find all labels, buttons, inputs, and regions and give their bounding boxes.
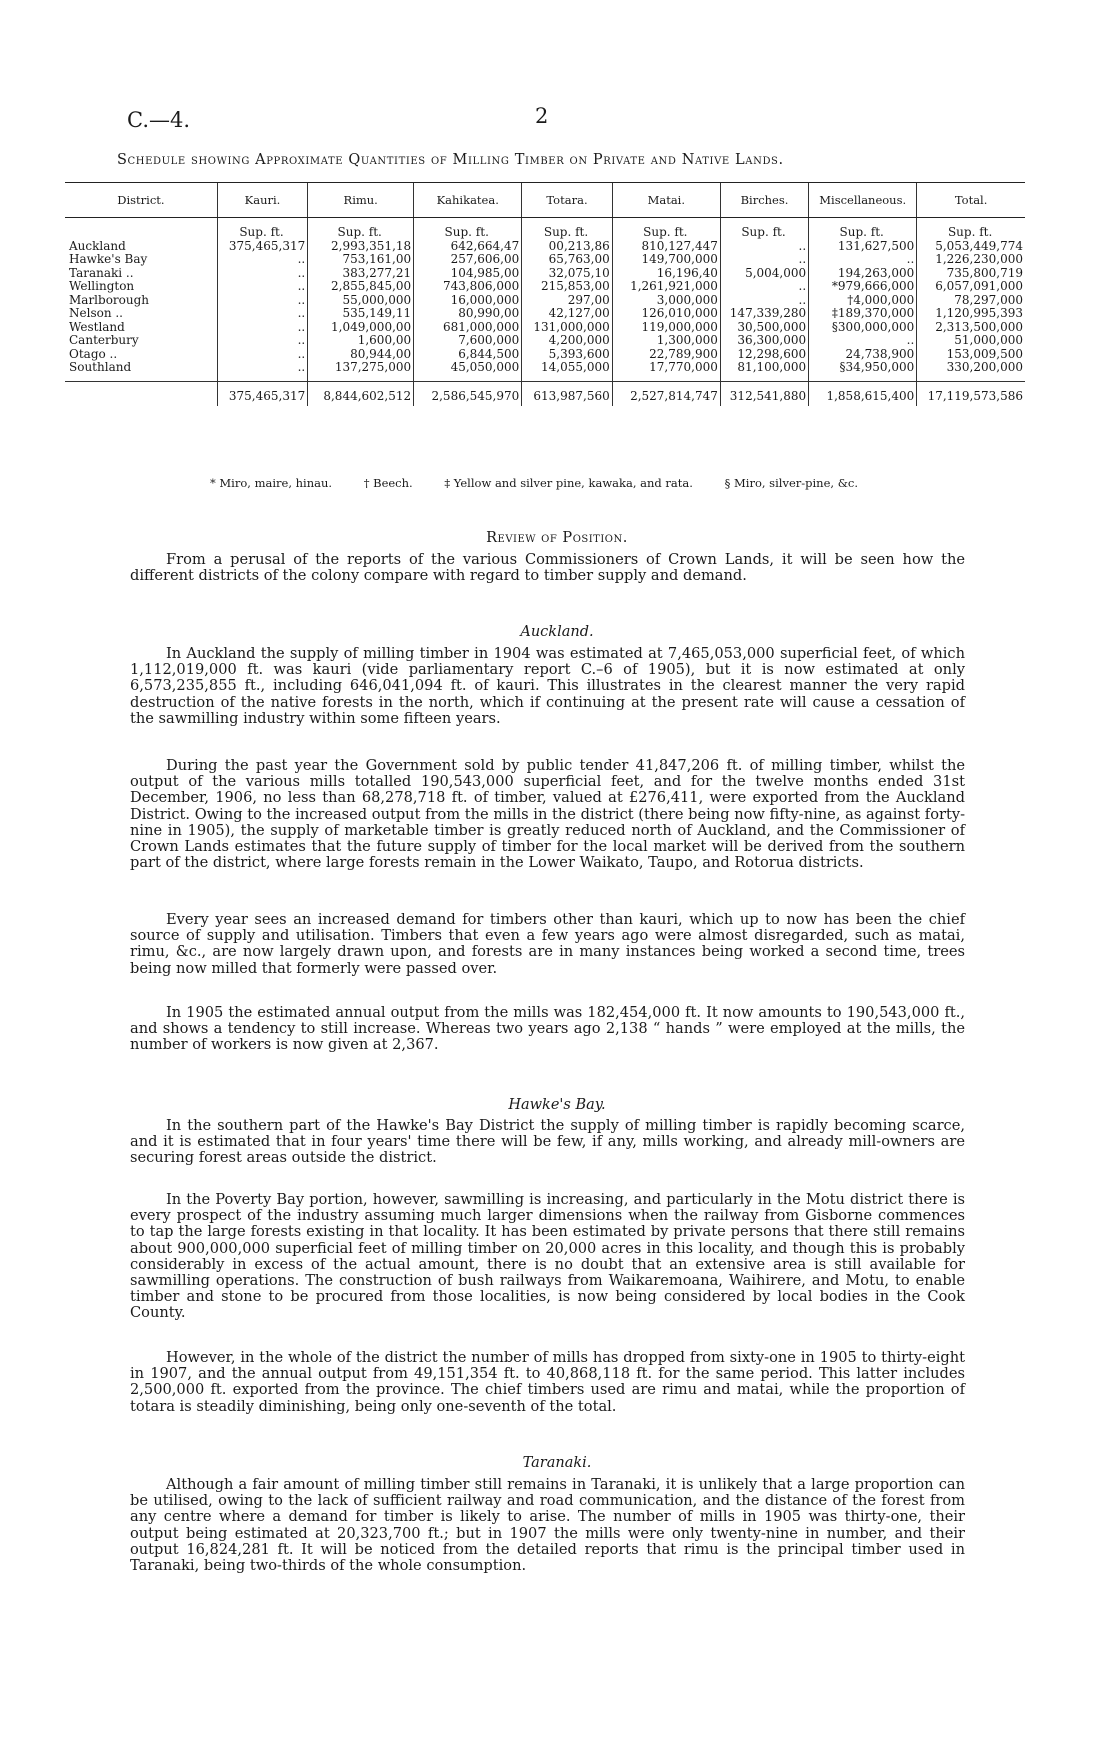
district-name: Southland (69, 360, 132, 375)
table-cell: 5,053,449,774 (917, 240, 1025, 254)
column-header: Matai. (612, 183, 720, 218)
table-cell: 753,161,00 (308, 253, 414, 267)
table-cell: 383,277,21 (308, 267, 414, 281)
table-cell: 131,000,000 (522, 321, 612, 335)
footnote: * Miro, maire, hinau. (210, 476, 333, 490)
footnote: ‡ Yellow and silver pine, kawaka, and rata. (444, 476, 693, 490)
table-cell: 65,763,00 (522, 253, 612, 267)
table-cell: 17,770,000 (612, 361, 720, 375)
auckland-paragraph: In 1905 the estimated annual output from the mills was 182,454,000 ft. It now amounts to 190,543,000 ft., and shows a tendency to still increase. Whereas two years ago 2,138 “ hands ” were employed at the mills, the number of workers is now given at 2,367. (130, 1004, 965, 1054)
table-row (65, 267, 1025, 281)
table-row (65, 321, 1025, 335)
table-cell: 126,010,000 (612, 307, 720, 321)
table-cell: 36,300,000 (720, 334, 808, 348)
column-header: Rimu. (308, 183, 414, 218)
table-cell: 131,627,500 (809, 240, 917, 254)
table-cell: 104,985,00 (414, 267, 522, 281)
district-name: Marlborough (69, 292, 150, 307)
table-cell: 5,393,600 (522, 348, 612, 362)
table-cell: 1,049,000,00 (308, 321, 414, 335)
section-heading-hawkes-bay: Hawke's Bay. (508, 1097, 606, 1113)
unit-label: Sup. ft. (809, 218, 917, 240)
footnote: † Beech. (363, 476, 413, 490)
table-cell: 14,055,000 (522, 361, 612, 375)
schedule-title: Schedule showing Approximate Quantities of Milling Timber on Private and Native Lands. (117, 152, 784, 168)
table-cell: .. (217, 348, 307, 362)
table-cell: 147,339,280 (720, 307, 808, 321)
table-cell: 153,009,500 (917, 348, 1025, 362)
district-name: Westland (69, 319, 125, 334)
table-cell: 215,853,00 (522, 280, 612, 294)
table-cell: 297,00 (522, 294, 612, 308)
table-cell: 1,261,921,000 (612, 280, 720, 294)
table-cell: 194,263,000 (809, 267, 917, 281)
table-row (65, 334, 1025, 348)
unit-label: Sup. ft. (414, 218, 522, 240)
hawkes-bay-paragraph: However, in the whole of the district the number of mills has dropped from sixty-one in 1905 to thirty-eight in 1907, and the annual output from 49,151,354 ft. to 40,868,118 ft. for the same period. This latter includes 2,500,000 ft. exported from the province. The chief timbers used are rimu and matai, while the proportion of totara is steadily diminishing, being only one-seventh of the total. (130, 1349, 965, 1415)
table-row (65, 361, 1025, 375)
column-header: Kahikatea. (414, 183, 522, 218)
hawkes-bay-paragraph: In the southern part of the Hawke's Bay District the supply of milling timber is rapidly becoming scarce, and it is estimated that in four years' time there will be few, if any, mills working, and already mill-owners are securing forest areas outside the district. (130, 1117, 965, 1167)
section-heading-taranaki: Taranaki. (522, 1455, 592, 1471)
column-header: Birches. (720, 183, 808, 218)
table-cell: 535,149,11 (308, 307, 414, 321)
table-cell: 78,297,000 (917, 294, 1025, 308)
district-name: Otago .. (69, 346, 118, 361)
table-cell: 45,050,000 (414, 361, 522, 375)
section-heading-review: Review of Position. (486, 530, 628, 546)
total-cell: 613,987,560 (522, 381, 612, 406)
table-cell: .. (217, 307, 307, 321)
district-name: Taranaki .. (69, 265, 134, 280)
column-header: District. (65, 183, 217, 218)
table-cell: †4,000,000 (809, 294, 917, 308)
table-cell: 735,800,719 (917, 267, 1025, 281)
review-paragraph: From a perusal of the reports of the various Commissioners of Crown Lands, it will be seen how the different districts of the colony compare with regard to timber supply and demand. (130, 551, 965, 585)
auckland-paragraph: In Auckland the supply of milling timber in 1904 was estimated at 7,465,053,000 superficial feet, of which 1,112,019,000 ft. was kauri (vide parliamentary report C.–6 of 1905), but it is now estimated at only 6,573,235,855 ft., including 646,041,094 ft. of kauri. This illustrates in the clearest manner the very rapid destruction of the native forests in the north, which if continuing at the present rate will cause a cessation of the sawmilling industry within some fifteen years. (130, 645, 965, 727)
table-cell: 2,313,500,000 (917, 321, 1025, 335)
unit-row (65, 218, 1025, 240)
table-cell: .. (720, 240, 808, 254)
table-cell: .. (720, 294, 808, 308)
table-cell: 2,855,845,00 (308, 280, 414, 294)
table-body (65, 218, 1025, 406)
table-cell: 32,075,10 (522, 267, 612, 281)
district-name: Canterbury (69, 333, 139, 348)
table-footnotes (210, 476, 1010, 490)
table-cell: 6,844,500 (414, 348, 522, 362)
table-row (65, 307, 1025, 321)
table-row (65, 280, 1025, 294)
table-header-row (65, 183, 1025, 218)
totals-row (65, 381, 1025, 406)
hawkes-bay-paragraph: In the Poverty Bay portion, however, sawmilling is increasing, and particularly in the Motu district there is every prospect of the industry assuming much larger dimensions when the railway from Gisborne commences to tap the large forests existing in that locality. It has been estimated by private persons that there still remains about 900,000,000 superficial feet of milling timber on 20,000 acres in this locality, and though this is probably considerably in excess of the actual amount, there is no doubt that an extensive area is still available for sawmilling operations. The construction of bush railways from Waikaremoana, Waihirere, and Motu, to enable timber and stone to be procured from those localities, is now being considered by local bodies in the Cook County. (130, 1191, 965, 1322)
table-cell: 80,944,00 (308, 348, 414, 362)
district-name: Wellington (69, 279, 135, 294)
table-cell: 7,600,000 (414, 334, 522, 348)
table-cell: .. (809, 334, 917, 348)
unit-label: Sup. ft. (917, 218, 1025, 240)
table-cell: 330,200,000 (917, 361, 1025, 375)
table-cell: 12,298,600 (720, 348, 808, 362)
taranaki-paragraph: Although a fair amount of milling timber still remains in Taranaki, it is unlikely that a large proportion can be utilised, owing to the lack of sufficient railway and road communication, and the distance of the forest from any centre where a demand for timber is likely to arise. The number of mills in 1905 was thirty-one, their output being estimated at 20,323,700 ft.; but in 1907 the mills were only twenty-nine in number, and their output 16,824,281 ft. It will be noticed from the detailed reports that rimu is the principal timber used in Taranaki, being two-thirds of the whole consumption. (130, 1476, 965, 1575)
table-cell: 24,738,900 (809, 348, 917, 362)
table-cell: 22,789,900 (612, 348, 720, 362)
table-cell: 55,000,000 (308, 294, 414, 308)
column-header: Kauri. (217, 183, 307, 218)
table-cell: 137,275,000 (308, 361, 414, 375)
table-row (65, 253, 1025, 267)
total-cell: 1,858,615,400 (809, 381, 917, 406)
table-cell: *979,666,000 (809, 280, 917, 294)
unit-label: Sup. ft. (720, 218, 808, 240)
table-cell: 6,057,091,000 (917, 280, 1025, 294)
table-cell: .. (217, 361, 307, 375)
table-cell: 16,196,40 (612, 267, 720, 281)
table-cell: 81,100,000 (720, 361, 808, 375)
table-cell: .. (720, 253, 808, 267)
column-header: Totara. (522, 183, 612, 218)
table-cell: .. (217, 267, 307, 281)
table-cell: 1,226,230,000 (917, 253, 1025, 267)
table-cell: 810,127,447 (612, 240, 720, 254)
table-cell: .. (217, 321, 307, 335)
auckland-paragraph: Every year sees an increased demand for timbers other than kauri, which up to now has been the chief source of supply and utilisation. Timbers that even a few years ago were almost disregarded, such as matai, rimu, &c., are now largely drawn upon, and forests are in many instances being worked a second time, trees being now milled that formerly were passed over. (130, 911, 965, 977)
table-cell: .. (217, 280, 307, 294)
district-name: Nelson .. (69, 306, 123, 321)
table-row (65, 294, 1025, 308)
footnote: § Miro, silver-pine, &c. (724, 476, 859, 490)
section-heading-auckland: Auckland. (520, 624, 594, 640)
unit-label: Sup. ft. (308, 218, 414, 240)
table-cell: 80,990,00 (414, 307, 522, 321)
table-cell: .. (720, 280, 808, 294)
column-header: Miscellaneous. (809, 183, 917, 218)
table-cell: 642,664,47 (414, 240, 522, 254)
table-cell: .. (217, 253, 307, 267)
table-cell: §300,000,000 (809, 321, 917, 335)
column-header: Total. (917, 183, 1025, 218)
report-code: C.—4. (127, 108, 191, 132)
table-cell: 16,000,000 (414, 294, 522, 308)
total-cell: 17,119,573,586 (917, 381, 1025, 406)
timber-schedule-table (65, 182, 1025, 406)
table-cell: 3,000,000 (612, 294, 720, 308)
total-cell: 312,541,880 (720, 381, 808, 406)
table-cell: §34,950,000 (809, 361, 917, 375)
table-cell: 149,700,000 (612, 253, 720, 267)
table-cell: .. (217, 294, 307, 308)
table-cell: 00,213,86 (522, 240, 612, 254)
table-cell: .. (217, 334, 307, 348)
unit-label: Sup. ft. (522, 218, 612, 240)
auckland-paragraph: During the past year the Government sold by public tender 41,847,206 ft. of milling timber, whilst the output of the various mills totalled 190,543,000 superficial feet, and for the twelve months ended 31st December, 1906, no less than 68,278,718 ft. of timber, valued at £276,411, were exported from the Auckland District. Owing to the increased output from the mills in the district (there being now fifty-nine, as against forty-nine in 1905), the supply of marketable timber is greatly reduced north of Auckland, and the Commissioner of Crown Lands estimates that the future supply of timber for the local market will be derived from the southern part of the district, where large forests remain in the Lower Waikato, Taupo, and Rotorua districts. (130, 757, 965, 872)
table-cell: 30,500,000 (720, 321, 808, 335)
total-cell: 8,844,602,512 (308, 381, 414, 406)
table-cell: 119,000,000 (612, 321, 720, 335)
table-cell: 257,606,00 (414, 253, 522, 267)
table-row (65, 348, 1025, 362)
unit-label: Sup. ft. (612, 218, 720, 240)
total-cell: 2,586,545,970 (414, 381, 522, 406)
table-cell: 1,300,000 (612, 334, 720, 348)
table-cell: ‡189,370,000 (809, 307, 917, 321)
table-cell: .. (809, 253, 917, 267)
table-cell: 4,200,000 (522, 334, 612, 348)
total-cell: 2,527,814,747 (612, 381, 720, 406)
table-cell: 1,600,00 (308, 334, 414, 348)
district-name: Auckland (69, 238, 126, 253)
table-cell: 2,993,351,18 (308, 240, 414, 254)
page-number: 2 (535, 104, 549, 128)
table-cell: 1,120,995,393 (917, 307, 1025, 321)
table-row (65, 240, 1025, 254)
table-cell: 42,127,00 (522, 307, 612, 321)
table-cell: 681,000,000 (414, 321, 522, 335)
unit-label: Sup. ft. (217, 218, 307, 240)
table-cell: 5,004,000 (720, 267, 808, 281)
table-cell: 743,806,000 (414, 280, 522, 294)
district-name: Hawke's Bay (69, 252, 148, 267)
table-cell: 51,000,000 (917, 334, 1025, 348)
total-cell: 375,465,317 (217, 381, 307, 406)
table-cell: 375,465,317 (217, 240, 307, 254)
